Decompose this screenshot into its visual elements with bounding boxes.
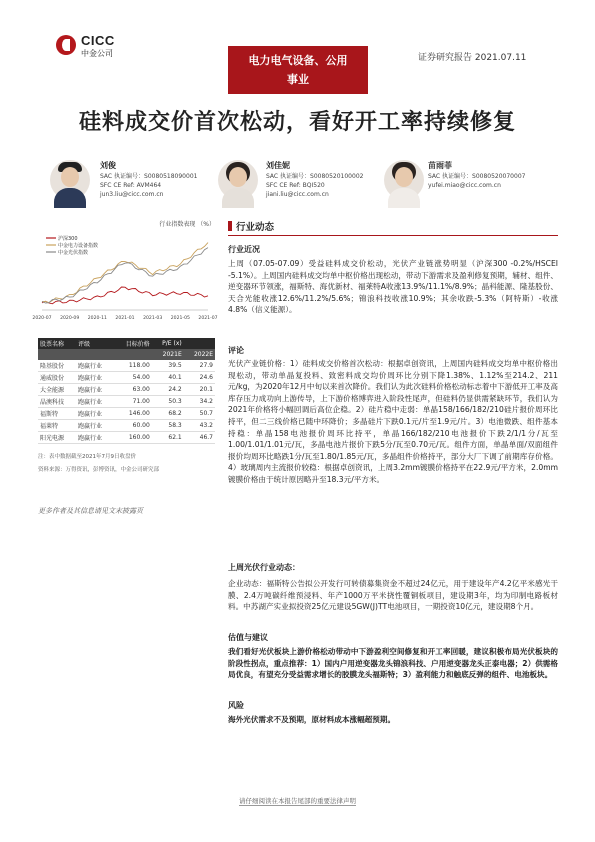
- x-tick-label: 2021-01: [115, 316, 135, 321]
- author-name: 刘俊: [100, 161, 116, 170]
- target-price: 71.00: [114, 396, 152, 408]
- chart-header-unit: （%）: [197, 221, 215, 228]
- author-3: [384, 160, 564, 208]
- author-email[interactable]: jiani.liu@cicc.com.cn: [266, 191, 329, 198]
- section-title: 行业动态: [236, 222, 275, 233]
- table-subheader: [38, 349, 76, 360]
- author-sfc: SFC CE Ref: AVM464: [100, 182, 162, 189]
- stock-name: 福斯特: [38, 408, 76, 420]
- table-source: 资料来源：万得资讯，彭博资讯，中金公司研究部: [38, 467, 160, 473]
- table-subheader: 2021E: [152, 349, 184, 360]
- stock-name: 晶澳科技: [38, 396, 76, 408]
- overview-paragraph: 上周（07.05-07.09）受益硅料成交价松动，光伏产业链涨势明显（沪深300 -0.2%/HSCEI -5.1%）。上周国内硅料成交均单中枢价格出现松动，带动下游需求及盈利修复预期，辅材、组件、逆变器环节领涨，福斯特、海优新材、福莱特A收涨13.9%/11.1%/8.9%；晶科能源、隆基股份、天合光能收涨12.6%/11.2%/5.6%；锦浪科技收涨10.9%；其余收跌-5.3%（阿特斯）-收涨4.8%（信义能源）。: [228, 259, 558, 315]
- x-tick-label: 2020-11: [87, 316, 107, 321]
- rating: 跑赢行业: [76, 372, 114, 384]
- table-row: [38, 360, 215, 372]
- legal-footer: [0, 796, 595, 805]
- pe-2021e: 40.1: [152, 372, 184, 384]
- stock-name: 大全能源: [38, 384, 76, 396]
- sector-tag-line2: 事业: [287, 73, 309, 86]
- table-subheader: [114, 349, 152, 360]
- weekly-paragraph: 企业动态：福斯特公告拟公开发行可转债募集资金不超过24亿元，用于建设年产4.2亿平米感光干膜、2.4万吨碳纤维预浸料、年产1000万平米挠性覆铜板项目，建设期3年，均为印制电路板材料。中苏湖产实业拟投资25亿元建设5GW(J)TT电池项目，一期投资10亿元，建设期8个月。: [228, 579, 558, 612]
- table-header: 股票名称: [38, 338, 76, 349]
- pe-2021e: 58.3: [152, 420, 184, 432]
- pe-2022e: 24.6: [184, 372, 215, 384]
- rating: 跑赢行业: [76, 360, 114, 372]
- table-subheader: [76, 349, 114, 360]
- author-sac: SAC 执证编号：S0080520100002: [266, 173, 364, 180]
- table-row: [38, 396, 215, 408]
- target-price: 146.00: [114, 408, 152, 420]
- advice-heading: 估值与建议: [228, 633, 268, 642]
- section-rule: [228, 235, 558, 236]
- avatar: [50, 160, 90, 200]
- sector-tag-line1: 电力电气设备、公用: [248, 54, 348, 67]
- overview-heading: 行业近况: [228, 245, 260, 254]
- stock-rating-table: [38, 338, 215, 444]
- stock-name: 阳光电源: [38, 432, 76, 444]
- author-sac: SAC 执证编号：S0080520070007: [428, 173, 526, 180]
- logo-text-en: CICC: [81, 33, 115, 48]
- pe-2022e: 27.9: [184, 360, 215, 372]
- pe-2021e: 50.3: [152, 396, 184, 408]
- avatar: [218, 160, 258, 200]
- x-tick-label: 2021-03: [143, 316, 163, 321]
- rating: 跑赢行业: [76, 384, 114, 396]
- table-row: [38, 384, 215, 396]
- author-name: 刘佳妮: [266, 161, 290, 170]
- x-tick-label: 2020-07: [32, 316, 52, 321]
- rating: 跑赢行业: [76, 396, 114, 408]
- author-name: 苗雨菲: [428, 161, 452, 170]
- table-header: 评级: [76, 338, 114, 349]
- table-note: 注：表中数据截至2021年7月9日收盘价: [38, 454, 136, 460]
- x-tick-label: 2020-09: [60, 316, 80, 321]
- author-2: [218, 160, 398, 208]
- stock-name: 福莱特: [38, 420, 76, 432]
- pe-2021e: 62.1: [152, 432, 184, 444]
- report-title: 硅料成交价首次松动，看好开工率持续修复: [78, 110, 516, 135]
- table-subheader: 2022E: [184, 349, 215, 360]
- pe-2022e: 20.1: [184, 384, 215, 396]
- sector-tag: [228, 46, 368, 94]
- rating: 跑赢行业: [76, 420, 114, 432]
- avatar: [384, 160, 424, 200]
- legal-footer-link[interactable]: 请仔细阅读在本报告尾部的重要法律声明: [239, 797, 356, 805]
- pe-2022e: 43.2: [184, 420, 215, 432]
- weekly-heading: 上周光伏行业动态：: [228, 563, 300, 572]
- section-header: [228, 219, 558, 233]
- author-sac: SAC 执证编号：S0080518090001: [100, 173, 198, 180]
- logo-text-cn: 中金公司: [81, 49, 113, 58]
- pe-2021e: 68.2: [152, 408, 184, 420]
- legend-label: 中金电力设备指数: [58, 243, 99, 249]
- table-row: [38, 372, 215, 384]
- pe-2022e: 46.7: [184, 432, 215, 444]
- target-price: 60.00: [114, 420, 152, 432]
- legend-label: 中金光伏指数: [58, 250, 89, 256]
- advice-paragraph: 我们看好光伏板块上游价格松动带动中下游盈利空间修复和开工率回暖，建议积极布局光伏板块的阶段性拐点，重点推荐：1）国内户用逆变器龙头锦浪科技、户用逆变器龙头正泰电器；2）供需格局优良，有望充分受益需求增长的胶膜龙头福斯特；3）盈利能力和触底反弹的组件、电池板块。: [228, 647, 558, 680]
- x-tick-label: 2021-07: [198, 316, 218, 321]
- pe-2021e: 24.2: [152, 384, 184, 396]
- rating: 跑赢行业: [76, 432, 114, 444]
- author-email[interactable]: yufei.miao@cicc.com.cn: [428, 182, 501, 189]
- more-authors-note: 更多作者及其信息请见文末披露页: [38, 507, 143, 515]
- table-header: 目标价格: [114, 338, 152, 349]
- comment-heading: 评论: [228, 346, 244, 355]
- x-tick-label: 2021-05: [170, 316, 190, 321]
- stock-name: 通威股份: [38, 372, 76, 384]
- table-row: [38, 408, 215, 420]
- pe-2022e: 50.7: [184, 408, 215, 420]
- target-price: 118.00: [114, 360, 152, 372]
- table-row: [38, 432, 215, 444]
- author-sfc: SFC CE Ref: BQI520: [266, 182, 325, 189]
- target-price: 160.00: [114, 432, 152, 444]
- index-performance-chart: [32, 218, 218, 326]
- target-price: 54.00: [114, 372, 152, 384]
- table-row: [38, 420, 215, 432]
- section-marker: [228, 221, 232, 231]
- pe-2021e: 39.5: [152, 360, 184, 372]
- author-1: [50, 160, 230, 208]
- table-header: [184, 338, 215, 349]
- legend-label: 沪深300: [58, 236, 78, 242]
- chart-header-label: 行业指数表现: [159, 221, 196, 228]
- author-email[interactable]: jun3.liu@cicc.com.cn: [100, 191, 164, 198]
- table-header: P/E (x): [152, 338, 184, 349]
- risk-paragraph: 海外光伏需求不及预期，原材料成本涨幅超预期。: [228, 715, 396, 724]
- risk-heading: 风险: [228, 701, 244, 710]
- comment-paragraph: 光伏产业链价格：1）硅料成交价格首次松动：根据卓创资讯，上周国内硅料成交均单中枢价格出现松动，带动单晶复投料、致密料成交均价周环比分别下降1.38%、1.12%至214.2、211元/kg，为2020年12月中旬以来首次降价。我们认为此次硅料价格松动标志着中下游低开工率及高库存压力成功向上游传导，上下游价格博弈进入阶段性尾声，但硅料仍显供需紧缺环节，我们认为2021年价格将小幅回调后高位企稳。2）硅片稳中走弱：单晶158/166/182/210硅片报价周环比持平，但二三线价格已随中环降价；多晶硅片下跌0.1元/片至1.9元/片。3）电池微跌、组件基本持稳：单晶158电池报价周环比持平，单晶166/182/210电池报价下跌2/1/1分/瓦至1.00/1.01/1.01元/瓦，多晶电池片报价下跌5分/瓦至0.70元/瓦。组件方面，单晶单面/双面组件报价均周环比略跌1分/瓦至1.80/1.85元/瓦，多晶组件价格持平，部分大厂下调了前期库存价格。4）玻璃周内主流报价较稳：根据卓创资讯，上周3.2mm镀膜价格持平在22.9元/平方米，2.0mm镀膜价格由于统计原因略升至18.3元/平方米。: [228, 359, 558, 484]
- cicc-logo-icon: [56, 35, 76, 55]
- rating: 跑赢行业: [76, 408, 114, 420]
- table-header-row: [38, 338, 215, 349]
- stock-name: 隆基股份: [38, 360, 76, 372]
- report-type-date: 证券研究报告 2021.07.11: [418, 53, 527, 63]
- pe-2022e: 34.2: [184, 396, 215, 408]
- target-price: 63.00: [114, 384, 152, 396]
- table-subheader-row: [38, 349, 215, 360]
